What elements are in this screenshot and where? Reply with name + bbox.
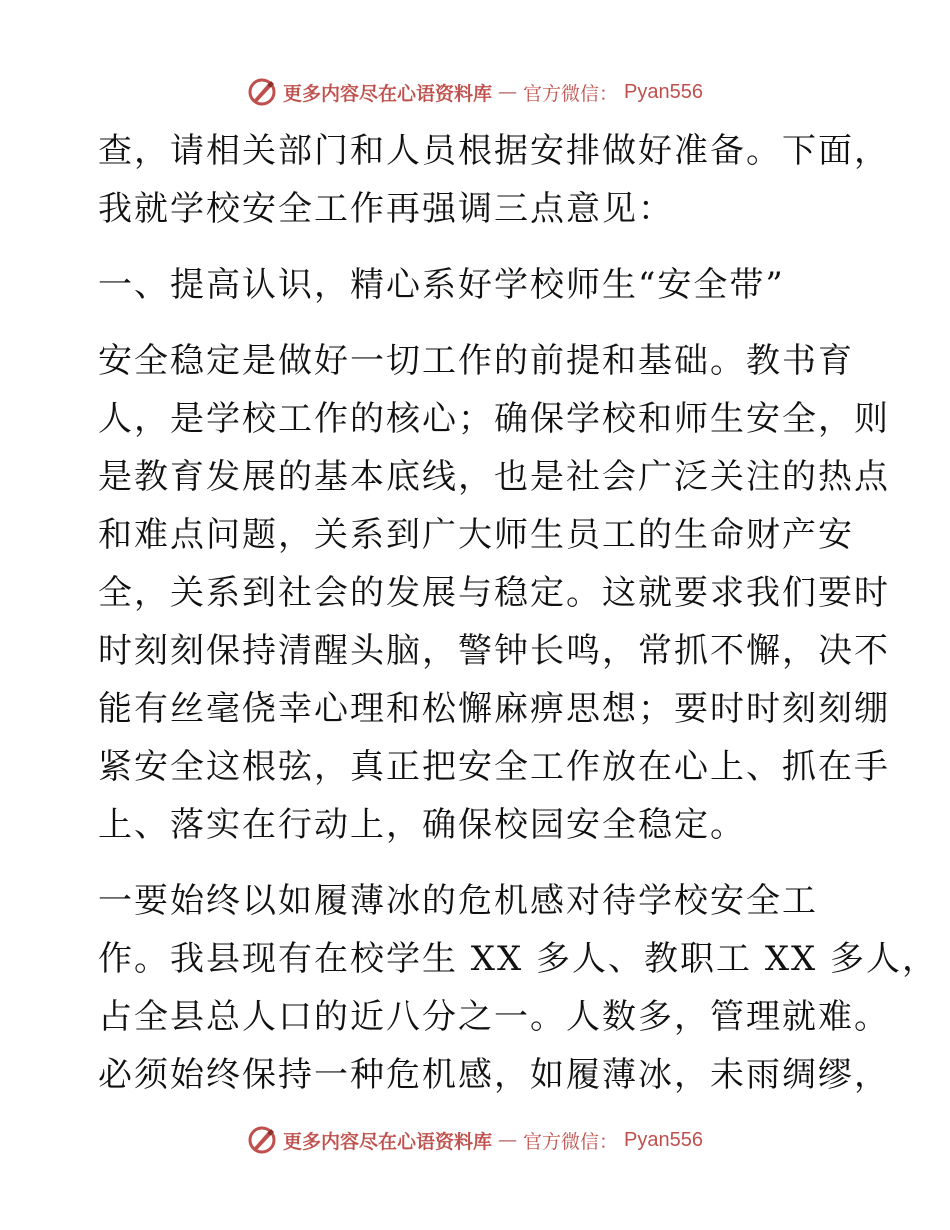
text-line: 安全稳定是做好一切工作的前提和基础。教书育 — [98, 341, 854, 381]
watermark-wechat-id: Pyan556 — [624, 80, 703, 103]
paragraph — [98, 122, 890, 238]
text-line: 一要始终以如履薄冰的危机感对待学校安全工 — [98, 881, 818, 921]
pen-logo-icon — [247, 77, 277, 107]
watermark-wechat-id: Pyan556 — [624, 1128, 703, 1151]
text-line: 时刻刻保持清醒头脑，警钟长鸣，常抓不懈，决不 — [98, 631, 890, 671]
text-line: 能有丝毫侥幸心理和松懈麻痹思想；要时时刻刻绷 — [98, 689, 890, 729]
text-line: 我就学校安全工作再强调三点意见： — [98, 189, 674, 229]
text-line: 人，是学校工作的核心；确保学校和师生安全，则 — [98, 399, 890, 439]
pen-logo-icon — [247, 1125, 277, 1155]
text-line: 是教育发展的基本底线，也是社会广泛关注的热点 — [98, 457, 890, 497]
watermark-official-label: 官方微信： — [523, 1130, 619, 1153]
footer-watermark — [0, 1120, 950, 1160]
text-line: 全，关系到社会的发展与稳定。这就要求我们要时 — [98, 573, 890, 613]
paragraph — [98, 872, 939, 1104]
watermark-separator: — — [498, 81, 518, 103]
heading-line: 一、提高认识，精心系好学校师生“安全带” — [98, 265, 785, 305]
text-line: 占全县总人口的近八分之一。人数多，管理就难。 — [98, 997, 890, 1037]
text-line: 必须始终保持一种危机感，如履薄冰，未雨绸缪， — [98, 1055, 890, 1095]
text-line: 紧安全这根弦，真正把安全工作放在心上、抓在手 — [98, 747, 890, 787]
text-line: 作。我县现有在校学生 XX 多人、教职工 XX 多人， — [98, 939, 939, 979]
paragraph — [98, 332, 890, 854]
section-heading — [98, 256, 858, 314]
text-line: 上、落实在行动上，确保校园安全稳定。 — [98, 805, 746, 845]
watermark-text: 更多内容尽在心语资料库 — [283, 82, 493, 105]
watermark-separator: — — [498, 1129, 518, 1151]
watermark-text: 更多内容尽在心语资料库 — [283, 1130, 493, 1153]
document-body — [98, 122, 939, 1104]
text-line: 和难点问题，关系到广大师生员工的生命财产安 — [98, 515, 854, 555]
text-line: 查，请相关部门和人员根据安排做好准备。下面， — [98, 131, 890, 171]
header-watermark — [0, 72, 950, 112]
watermark-official-label: 官方微信： — [523, 82, 619, 105]
